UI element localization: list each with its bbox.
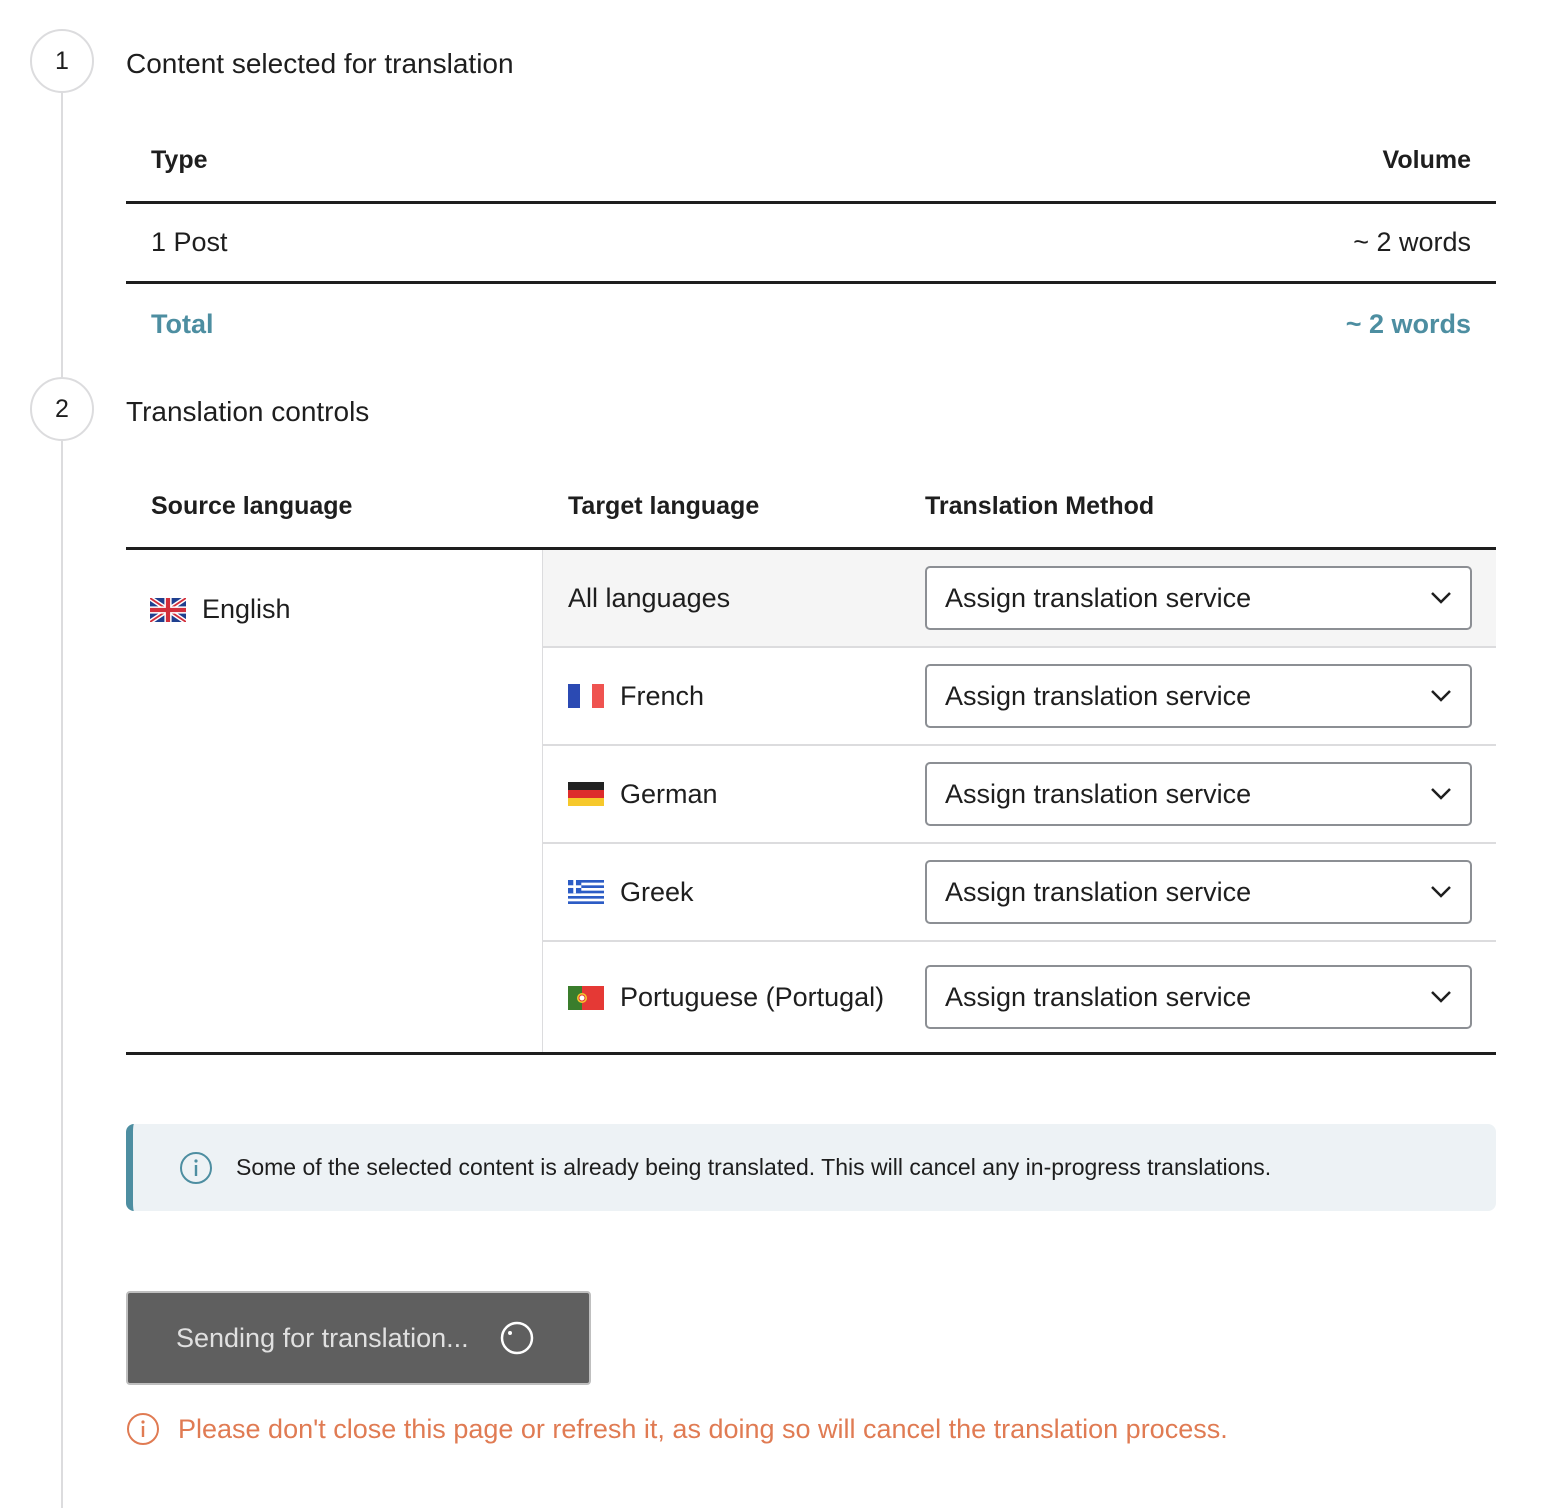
france-flag-icon [568,684,604,708]
step-1-number: 1 [30,29,94,93]
chevron-down-icon [1430,689,1452,703]
target-language-name: All languages [568,582,731,613]
germany-flag-icon [568,782,604,806]
target-row-portuguese [543,942,1496,1052]
method-select-french[interactable] [925,664,1472,728]
target-language-name: German [620,778,718,809]
greece-flag-icon [568,880,604,904]
portugal-flag-icon [568,986,604,1010]
total-row [126,284,1496,364]
row-volume: ~ 2 words [1353,227,1471,257]
method-select-german[interactable] [925,762,1472,826]
content-table [126,120,1496,364]
total-label: Total [151,308,214,339]
table-row [126,204,1496,284]
controls-table-header [126,466,1496,550]
row-type: 1 Post [151,227,228,257]
select-value: Assign translation service [945,582,1252,613]
total-volume: ~ 2 words [1345,308,1471,339]
warning-icon [126,1412,160,1446]
method-select-greek[interactable] [925,860,1472,924]
chevron-down-icon [1430,787,1452,801]
translation-controls-table [126,466,1496,1055]
send-button-label: Sending for translation... [176,1322,469,1353]
target-row-greek [543,844,1496,942]
target-language-name: Greek [620,876,694,907]
volume-header: Volume [1382,146,1471,174]
chevron-down-icon [1430,990,1452,1004]
translation-method-header: Translation Method [925,492,1155,520]
method-select-portuguese[interactable] [925,965,1472,1029]
source-language-name: English [202,594,291,624]
dont-close-warning [126,1412,1228,1446]
step-2-number: 2 [30,377,94,441]
warning-text: Please don't close this page or refresh it, as doing so will cancel the translation process. [178,1413,1228,1444]
select-value: Assign translation service [945,981,1252,1012]
target-language-name: Portuguese (Portugal) [620,981,885,1012]
content-table-header [126,120,1496,204]
select-value: Assign translation service [945,876,1252,907]
type-header: Type [151,146,208,174]
select-value: Assign translation service [945,680,1252,711]
target-language-header: Target language [568,492,760,520]
step-1-title: Content selected for translation [126,48,514,79]
chevron-down-icon [1430,591,1452,605]
source-language-cell [126,550,543,1052]
select-value: Assign translation service [945,778,1252,809]
notice-text: Some of the selected content is already being translated. This will cancel any in-progress translations. [236,1154,1272,1180]
source-language-header: Source language [151,492,353,520]
info-icon [179,1151,213,1185]
method-select-all-languages[interactable] [925,566,1472,630]
spinner-icon [499,1320,535,1356]
uk-flag-icon [150,598,186,622]
chevron-down-icon [1430,885,1452,899]
target-row-all-languages [543,550,1496,648]
step-2-title: Translation controls [126,396,370,427]
step-rail [61,92,63,1508]
target-row-german [543,746,1496,844]
target-language-name: French [620,680,705,711]
in-progress-notice [126,1124,1496,1211]
target-row-french [543,648,1496,746]
send-for-translation-button[interactable] [126,1291,591,1385]
